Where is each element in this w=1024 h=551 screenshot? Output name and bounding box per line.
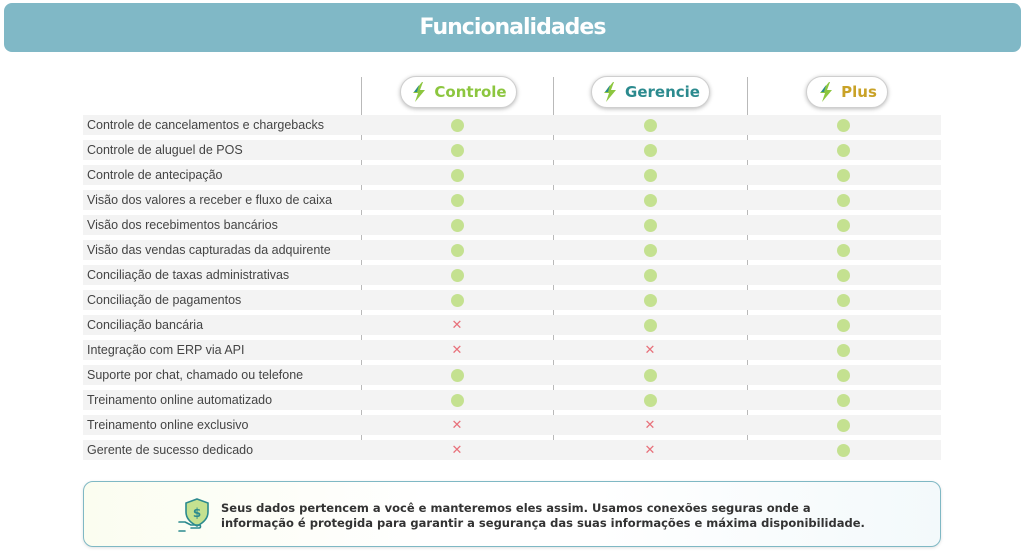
- check-dot-icon: [837, 169, 850, 182]
- feature-cell-plus: [833, 340, 853, 360]
- check-dot-icon: [451, 294, 464, 307]
- feature-cell-controle: [447, 365, 467, 385]
- check-dot-icon: [644, 294, 657, 307]
- plan-name: Gerencie: [625, 83, 700, 101]
- check-dot-icon: [644, 394, 657, 407]
- check-dot-icon: [837, 269, 850, 282]
- feature-cell-gerencie: [640, 390, 660, 410]
- feature-label: Visão dos recebimentos bancários: [87, 218, 278, 232]
- feature-cell-controle: [447, 115, 467, 135]
- feature-cell-plus: [833, 240, 853, 260]
- feature-label: Integração com ERP via API: [87, 343, 245, 357]
- check-dot-icon: [644, 119, 657, 132]
- table-row: [83, 365, 941, 385]
- feature-cell-gerencie: [640, 265, 660, 285]
- table-row: [83, 290, 941, 310]
- feature-cell-controle: [447, 315, 467, 335]
- check-dot-icon: [837, 319, 850, 332]
- table-row: [83, 415, 941, 435]
- feature-cell-controle: [447, 440, 467, 460]
- check-dot-icon: [451, 144, 464, 157]
- table-row: [83, 340, 941, 360]
- table-row: [83, 390, 941, 410]
- feature-cell-gerencie: [640, 190, 660, 210]
- feature-cell-controle: [447, 415, 467, 435]
- check-dot-icon: [451, 119, 464, 132]
- feature-label: Controle de aluguel de POS: [87, 143, 243, 157]
- check-dot-icon: [644, 244, 657, 257]
- check-dot-icon: [451, 169, 464, 182]
- lightning-bolt-icon: [601, 82, 619, 102]
- check-dot-icon: [644, 319, 657, 332]
- check-dot-icon: [837, 294, 850, 307]
- check-dot-icon: [837, 119, 850, 132]
- security-notice-text: [221, 501, 921, 531]
- feature-label: Treinamento online exclusivo: [87, 418, 249, 432]
- check-dot-icon: [837, 219, 850, 232]
- feature-cell-plus: [833, 290, 853, 310]
- feature-cell-gerencie: [640, 440, 660, 460]
- check-dot-icon: [451, 269, 464, 282]
- feature-cell-gerencie: [640, 315, 660, 335]
- feature-cell-gerencie: [640, 240, 660, 260]
- feature-cell-gerencie: [640, 340, 660, 360]
- plan-name: Controle: [434, 83, 507, 101]
- lightning-bolt-icon: [817, 82, 835, 102]
- lightning-bolt-icon: [410, 82, 428, 102]
- cross-icon: ✕: [451, 442, 463, 458]
- feature-cell-controle: [447, 390, 467, 410]
- title-bar: [4, 3, 1021, 52]
- check-dot-icon: [451, 219, 464, 232]
- feature-label: Gerente de sucesso dedicado: [87, 443, 254, 457]
- feature-cell-controle: [447, 190, 467, 210]
- check-dot-icon: [644, 169, 657, 182]
- check-dot-icon: [644, 194, 657, 207]
- feature-cell-controle: [447, 165, 467, 185]
- feature-label: Treinamento online automatizado: [87, 393, 273, 407]
- feature-cell-controle: [447, 265, 467, 285]
- table-row: [83, 240, 941, 260]
- cross-icon: ✕: [644, 417, 656, 433]
- table-row: [83, 265, 941, 285]
- cross-icon: ✕: [451, 417, 463, 433]
- feature-cell-plus: [833, 415, 853, 435]
- check-dot-icon: [451, 369, 464, 382]
- feature-cell-gerencie: [640, 365, 660, 385]
- security-notice-line: informação é protegida para garantir a segurança das suas informações e máxima disponibilidade.: [221, 516, 865, 530]
- check-dot-icon: [837, 144, 850, 157]
- page-title: Funcionalidades: [419, 15, 606, 40]
- feature-cell-plus: [833, 165, 853, 185]
- feature-cell-controle: [447, 140, 467, 160]
- feature-cell-controle: [447, 290, 467, 310]
- check-dot-icon: [644, 219, 657, 232]
- feature-cell-plus: [833, 440, 853, 460]
- plan-name: Plus: [841, 83, 877, 101]
- check-dot-icon: [451, 194, 464, 207]
- plan-badge-plus: [806, 76, 888, 108]
- cross-icon: ✕: [644, 442, 656, 458]
- svg-text:$: $: [192, 506, 202, 520]
- cross-icon: ✕: [451, 342, 463, 358]
- feature-cell-gerencie: [640, 165, 660, 185]
- feature-label: Controle de antecipação: [87, 168, 223, 182]
- table-row: [83, 140, 941, 160]
- feature-cell-controle: [447, 215, 467, 235]
- check-dot-icon: [644, 144, 657, 157]
- feature-table: [83, 115, 941, 465]
- feature-cell-plus: [833, 390, 853, 410]
- security-notice-line: Seus dados pertencem a você e manteremos eles assim. Usamos conexões seguras onde a: [221, 501, 811, 515]
- check-dot-icon: [837, 394, 850, 407]
- feature-label: Conciliação de pagamentos: [87, 293, 242, 307]
- feature-cell-gerencie: [640, 415, 660, 435]
- feature-cell-gerencie: [640, 290, 660, 310]
- table-row: [83, 315, 941, 335]
- check-dot-icon: [644, 369, 657, 382]
- cross-icon: ✕: [451, 317, 463, 333]
- feature-cell-controle: [447, 240, 467, 260]
- feature-label: Visão dos valores a receber e fluxo de caixa: [87, 193, 333, 207]
- check-dot-icon: [837, 244, 850, 257]
- feature-cell-plus: [833, 140, 853, 160]
- feature-label: Conciliação de taxas administrativas: [87, 268, 290, 282]
- feature-cell-plus: [833, 265, 853, 285]
- cross-icon: ✕: [644, 342, 656, 358]
- security-notice: [83, 481, 941, 547]
- table-row: [83, 215, 941, 235]
- plan-badge-gerencie: [591, 76, 710, 108]
- check-dot-icon: [837, 344, 850, 357]
- feature-cell-gerencie: [640, 140, 660, 160]
- feature-cell-plus: [833, 215, 853, 235]
- check-dot-icon: [451, 394, 464, 407]
- feature-cell-plus: [833, 315, 853, 335]
- shield-dollar-hand-icon: [177, 497, 213, 533]
- table-row: [83, 440, 941, 460]
- check-dot-icon: [837, 369, 850, 382]
- feature-cell-plus: [833, 365, 853, 385]
- feature-cell-controle: [447, 340, 467, 360]
- plan-badge-controle: [400, 76, 517, 108]
- check-dot-icon: [837, 444, 850, 457]
- check-dot-icon: [644, 269, 657, 282]
- feature-cell-plus: [833, 190, 853, 210]
- feature-label: Conciliação bancária: [87, 318, 204, 332]
- feature-label: Visão das vendas capturadas da adquirente: [87, 243, 331, 257]
- feature-cell-plus: [833, 115, 853, 135]
- check-dot-icon: [837, 419, 850, 432]
- check-dot-icon: [837, 194, 850, 207]
- table-row: [83, 190, 941, 210]
- feature-label: Suporte por chat, chamado ou telefone: [87, 368, 304, 382]
- feature-label: Controle de cancelamentos e chargebacks: [87, 118, 324, 132]
- table-row: [83, 115, 941, 135]
- check-dot-icon: [451, 244, 464, 257]
- feature-cell-gerencie: [640, 115, 660, 135]
- feature-cell-gerencie: [640, 215, 660, 235]
- table-row: [83, 165, 941, 185]
